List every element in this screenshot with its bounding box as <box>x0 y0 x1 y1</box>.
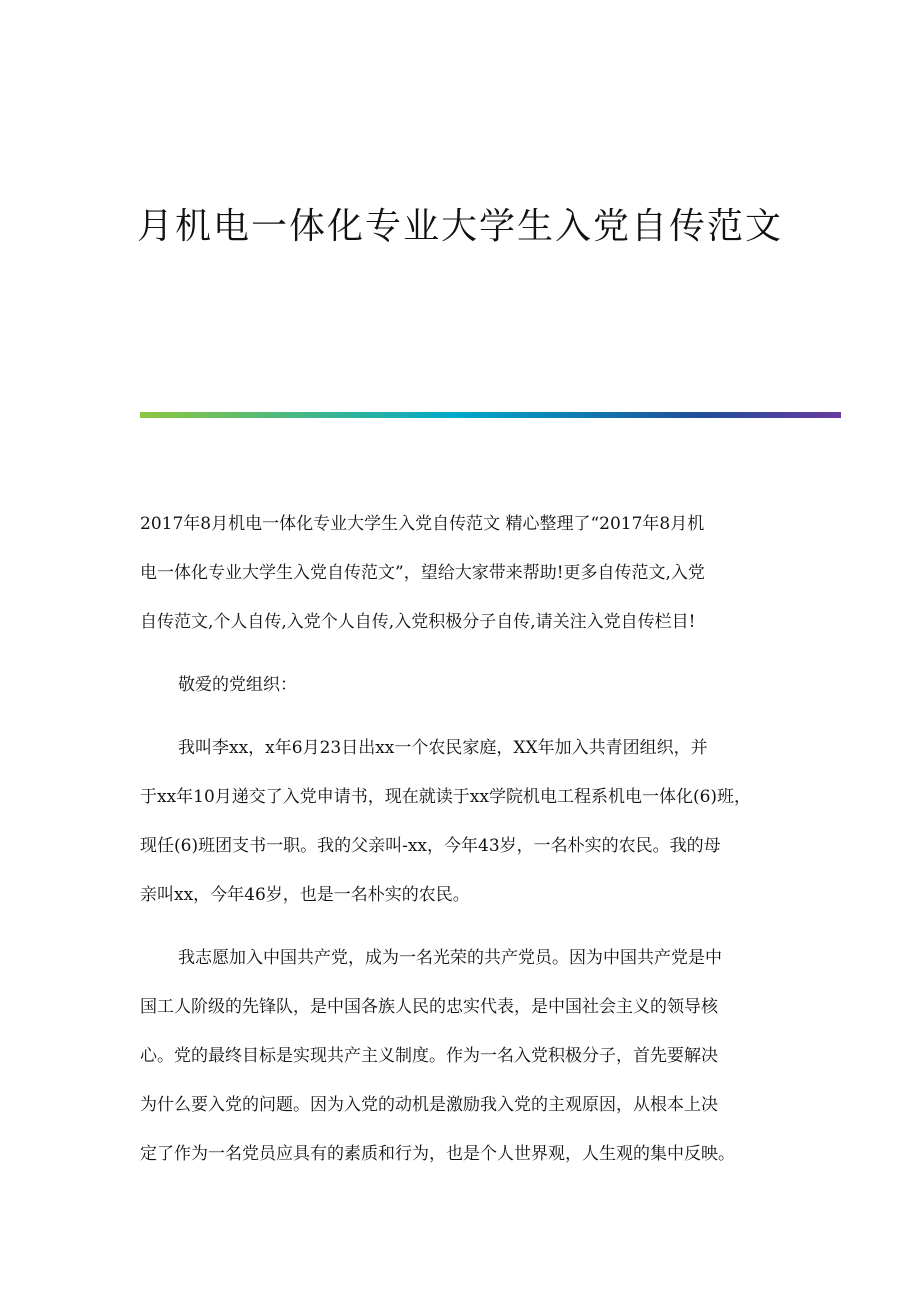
paragraph <box>140 500 830 647</box>
text-line: 2017年8月机电一体化专业大学生入党自传范文 精心整理了“2017年8月机 <box>140 514 705 534</box>
paragraph <box>140 934 830 1179</box>
text-line: 我叫李xx，x年6月23日出xx一个农民家庭，XX年加入共青团组织，并 <box>178 738 708 758</box>
text-line: 为什么要入党的问题。因为入党的动机是激励我入党的主观原因，从根本上决 <box>140 1095 718 1115</box>
document-title: 月机电一体化专业大学生入党自传范文 <box>136 206 783 247</box>
text-line: 国工人阶级的先锋队，是中国各族人民的忠实代表，是中国社会主义的领导核 <box>140 997 718 1017</box>
salutation <box>140 661 830 710</box>
text-line: 定了作为一名党员应具有的素质和行为，也是个人世界观，人生观的集中反映。 <box>140 1144 735 1164</box>
text-line: 电一体化专业大学生入党自传范文”，望给大家带来帮助!更多自传范文,入党 <box>140 563 705 583</box>
text-line: 现任(6)班团支书一职。我的父亲叫-xx，今年43岁，一名朴实的农民。我的母 <box>140 836 721 856</box>
paragraph-gap <box>140 920 830 934</box>
paragraph-gap <box>140 710 830 724</box>
paragraph-gap <box>140 647 830 661</box>
text-line: 自传范文,个人自传,入党个人自传,入党积极分子自传,请关注入党自传栏目! <box>140 612 696 632</box>
text-line: 于xx年10月递交了入党申请书，现在就读于xx学院机电工程系机电一体化(6)班， <box>140 787 752 807</box>
text-line: 亲叫xx，今年46岁，也是一名朴实的农民。 <box>140 885 470 905</box>
gradient-divider <box>140 412 841 418</box>
text-line: 我志愿加入中国共产党，成为一名光荣的共产党员。因为中国共产党是中 <box>178 948 722 968</box>
paragraph <box>140 724 830 920</box>
text-line: 敬爱的党组织： <box>178 675 297 695</box>
text-line: 心。党的最终目标是实现共产主义制度。作为一名入党积极分子，首先要解决 <box>140 1046 718 1066</box>
document-body <box>140 500 830 1179</box>
